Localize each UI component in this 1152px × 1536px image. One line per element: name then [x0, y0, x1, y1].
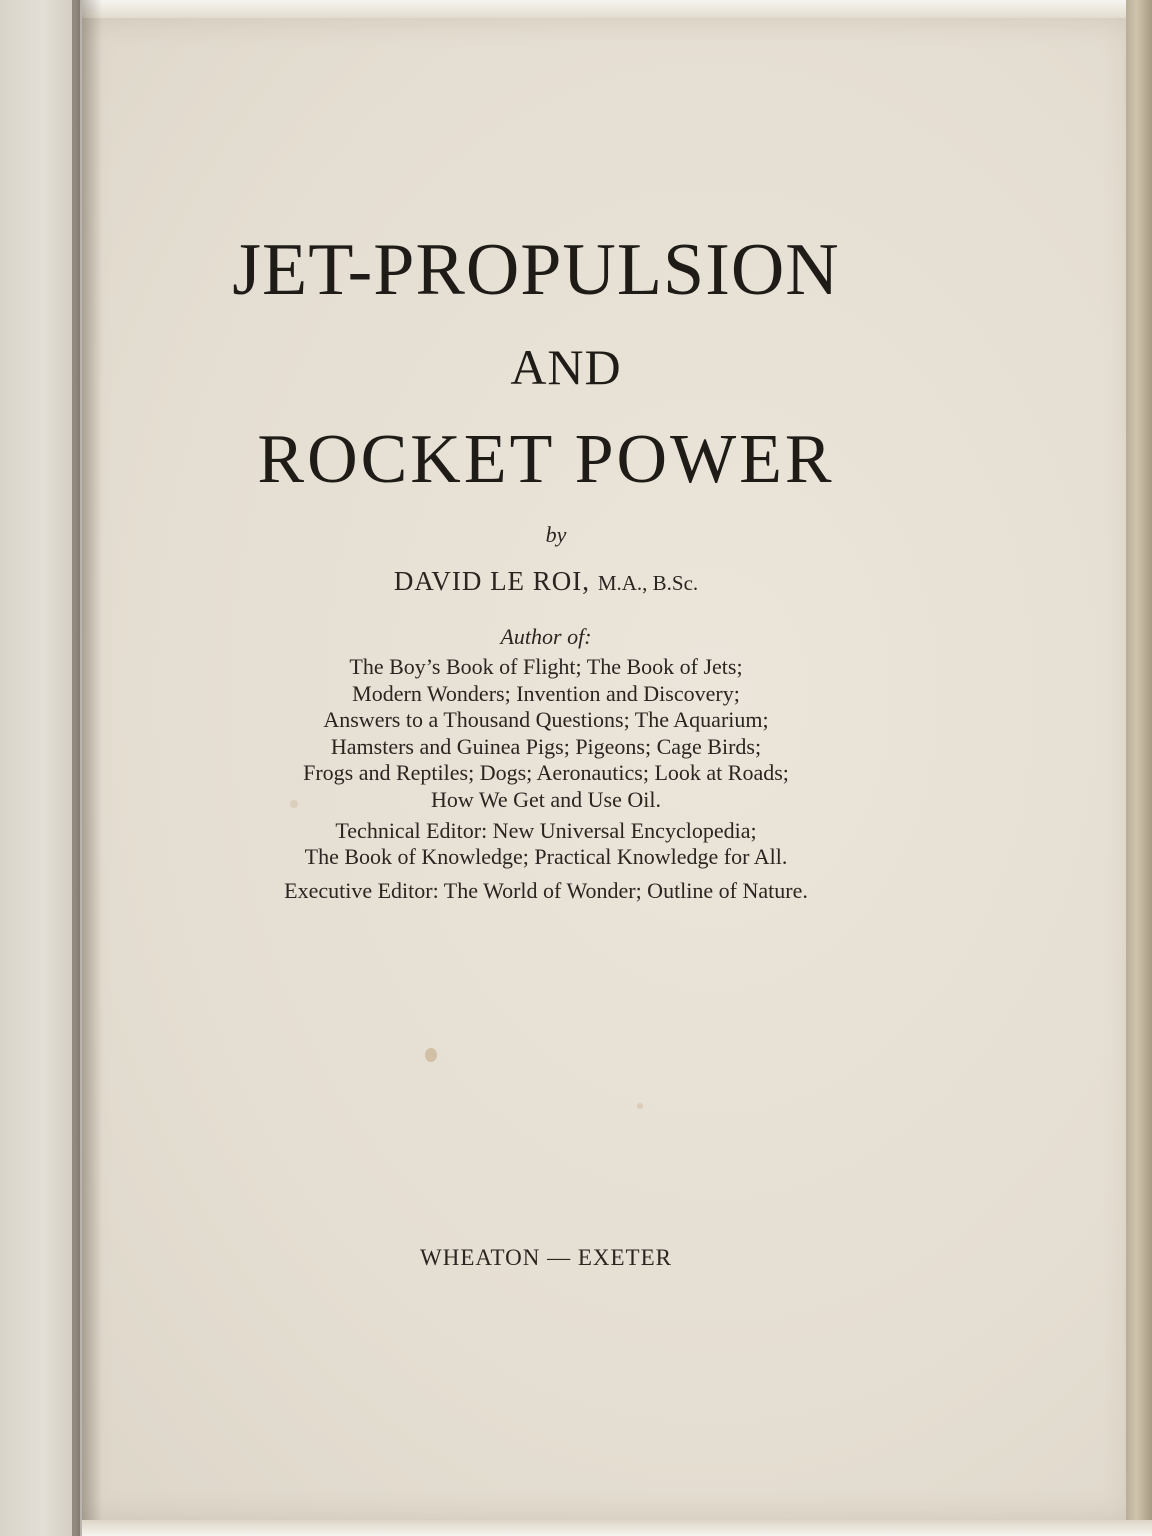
- works-line: Hamsters and Guinea Pigs; Pigeons; Cage Birds;: [330, 733, 762, 759]
- works-line: Answers to a Thousand Questions; The Aquarium;: [323, 707, 769, 732]
- technical-editor-line-1: Technical Editor: New Universal Encyclopedia;: [335, 818, 757, 843]
- works-list: [0, 654, 1122, 813]
- publisher-imprint: WHEATON — EXETER: [420, 1245, 672, 1270]
- works-line: Modern Wonders; Invention and Discovery;: [352, 680, 740, 706]
- author-of-label: Author of:: [500, 624, 592, 649]
- title-line-1: JET-PROPULSION: [232, 229, 840, 311]
- author-name: DAVID LE ROI,: [393, 566, 591, 596]
- page-top-edge: [82, 0, 1152, 18]
- by-line: by: [545, 522, 567, 547]
- foxing-spot: [637, 1103, 643, 1109]
- title-line-2: AND: [510, 339, 622, 395]
- author-degrees: M.A., B.Sc.: [597, 571, 699, 595]
- foxing-spot: [425, 1048, 437, 1062]
- cover-edge: [1126, 0, 1152, 1536]
- page-bottom-edge: [82, 1520, 1152, 1536]
- works-line: The Boy’s Book of Flight; The Book of Jets;: [349, 654, 743, 679]
- works-line: How We Get and Use Oil.: [430, 786, 661, 812]
- executive-editor-line: Executive Editor: The World of Wonder; Outline of Nature.: [284, 878, 808, 903]
- title-line-3: ROCKET POWER: [257, 421, 835, 498]
- works-line: Frogs and Reptiles; Dogs; Aeronautics; Look at Roads;: [303, 760, 789, 785]
- author-line: [0, 566, 1122, 597]
- technical-editor-line-2: The Book of Knowledge; Practical Knowledge for All.: [304, 844, 788, 869]
